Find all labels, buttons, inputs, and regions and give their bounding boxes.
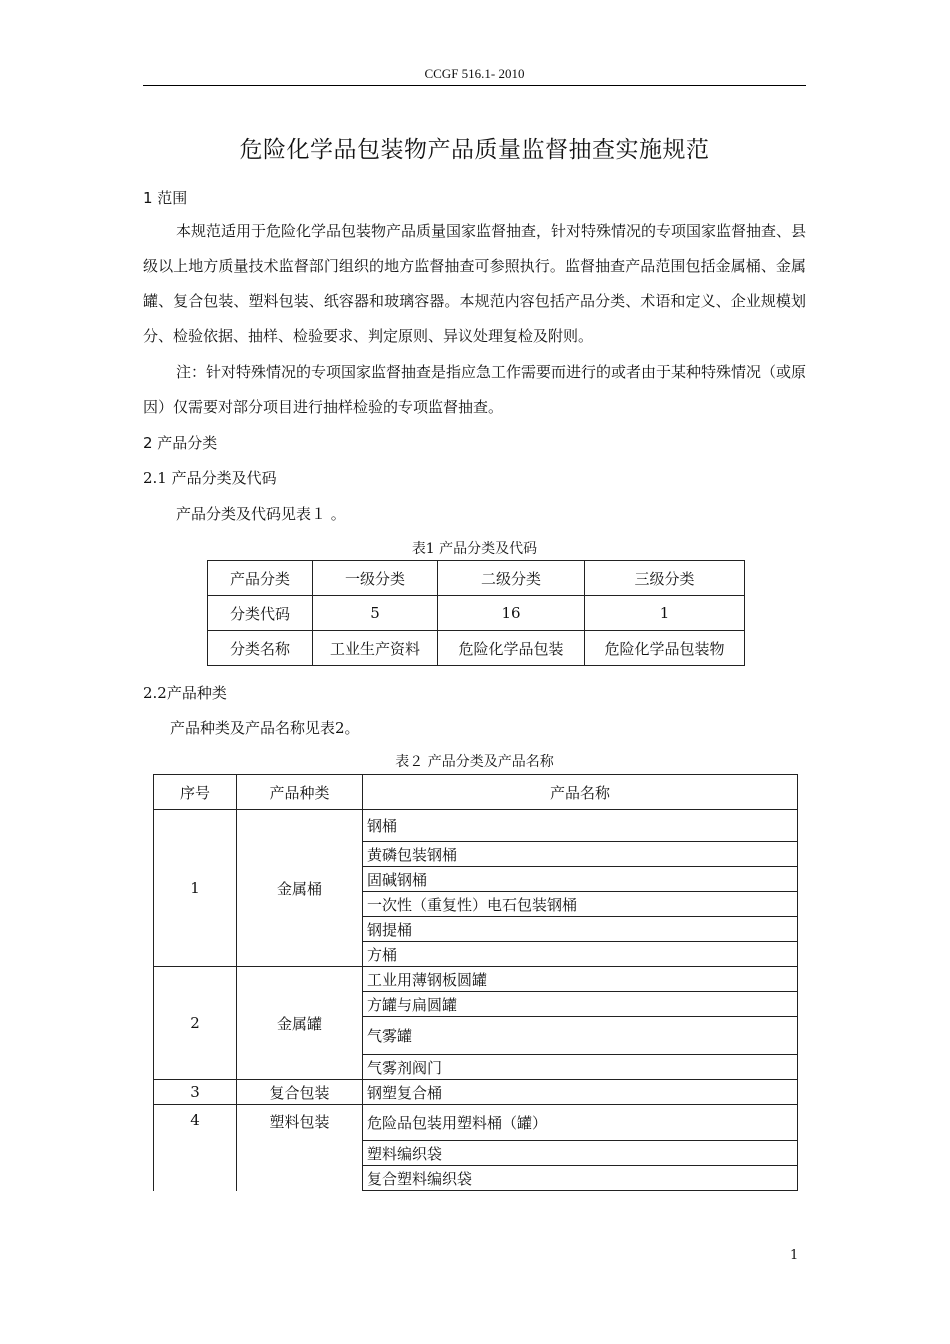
table2-item-cell: 钢塑复合桶: [363, 1080, 798, 1105]
section-2-2-text: 产品种类及产品名称见表2。: [170, 719, 360, 737]
table2-item-cell: 气雾罐: [363, 1017, 798, 1055]
table2-no-cell: 2: [154, 967, 237, 1080]
table2-item-cell: 方罐与扁圆罐: [363, 992, 798, 1017]
table-row: [154, 810, 798, 842]
table2-header-cell: 序号: [154, 775, 237, 810]
table2-item-cell: 黄磷包装钢桶: [363, 842, 798, 867]
table2-header-cell: 产品种类: [237, 775, 363, 810]
section-2-2-heading: 2.2产品种类: [143, 684, 227, 702]
section-1-paragraph: 本规范适用于危险化学品包装物产品质量国家监督抽查，针对特殊情况的专项国家监督抽查、县级以上地方质量技术监督部门组织的地方监督抽查可参照执行。监督抽查产品范围包括金属桶、金属罐、复合包装、塑料包装、纸容器和玻璃容器。本规范内容包括产品分类、术语和定义、企业规模划分、检验依据、抽样、检验要求、判定原则、异议处理复检及附则。: [143, 222, 807, 345]
table2-item-cell: 钢提桶: [363, 917, 798, 942]
table1-cell: 1: [585, 596, 745, 631]
section-2-heading: 2 产品分类: [143, 434, 218, 452]
table2-item-cell: 工业用薄钢板圆罐: [363, 967, 798, 992]
header-rule: [143, 85, 806, 86]
section-1-heading: 1 范围: [143, 189, 188, 207]
section-2-1-heading: 2.1 产品分类及代码: [143, 469, 277, 487]
table2-no-cell: 3: [154, 1080, 237, 1105]
table2-item-cell: 危险品包装用塑料桶（罐）: [363, 1105, 798, 1141]
table1-cell: 分类代码: [208, 596, 313, 631]
table2-no-cell: 4: [154, 1105, 237, 1191]
table1-cell: 16: [438, 596, 585, 631]
table2-header-row: [154, 775, 798, 810]
table2-item-cell: 一次性（重复性）电石包装钢桶: [363, 892, 798, 917]
table1-cell: 危险化学品包装物: [585, 631, 745, 666]
table2-item-cell: 方桶: [363, 942, 798, 967]
table1-cell: 三级分类: [585, 561, 745, 596]
table2-kind-cell: 金属桶: [237, 810, 363, 967]
table2-kind-cell: 金属罐: [237, 967, 363, 1080]
section-2-1-text: 产品分类及代码见表１ 。: [176, 505, 346, 523]
table1-cell: 二级分类: [438, 561, 585, 596]
table1: [207, 560, 745, 666]
page-number: 1: [790, 1248, 799, 1263]
table2-no-cell: 1: [154, 810, 237, 967]
table2-header-cell: 产品名称: [363, 775, 798, 810]
header-code: CCGF 516.1- 2010: [424, 66, 525, 81]
table2-caption: 表２ 产品分类及产品名称: [395, 754, 554, 770]
table1-cell: 工业生产资料: [313, 631, 438, 666]
table1-header-row: [208, 561, 745, 596]
table1-cell: 危险化学品包装: [438, 631, 585, 666]
table1-cell: 产品分类: [208, 561, 313, 596]
table2-kind-cell: 复合包装: [237, 1080, 363, 1105]
table1-row: [208, 631, 745, 666]
table2-item-cell: 钢桶: [363, 810, 798, 842]
table2-item-cell: 塑料编织袋: [363, 1141, 798, 1166]
table2: [153, 774, 798, 1191]
table1-row: [208, 596, 745, 631]
table-row: [154, 1080, 798, 1105]
table-row: [154, 967, 798, 992]
table1-cell: 5: [313, 596, 438, 631]
table2-item-cell: 复合塑料编织袋: [363, 1166, 798, 1191]
table2-item-cell: 固碱钢桶: [363, 867, 798, 892]
table1-caption: 表1 产品分类及代码: [411, 541, 538, 557]
page-title: 危险化学品包装物产品质量监督抽查实施规范: [239, 137, 710, 163]
table-row: [154, 1105, 798, 1141]
table1-cell: 分类名称: [208, 631, 313, 666]
table2-kind-cell: 塑料包装: [237, 1105, 363, 1191]
table2-item-cell: 气雾剂阀门: [363, 1055, 798, 1080]
table1-cell: 一级分类: [313, 561, 438, 596]
section-1-note: 注：针对特殊情况的专项国家监督抽查是指应急工作需要而进行的或者由于某种特殊情况（或原因）仅需要对部分项目进行抽样检验的专项监督抽查。: [143, 363, 807, 416]
